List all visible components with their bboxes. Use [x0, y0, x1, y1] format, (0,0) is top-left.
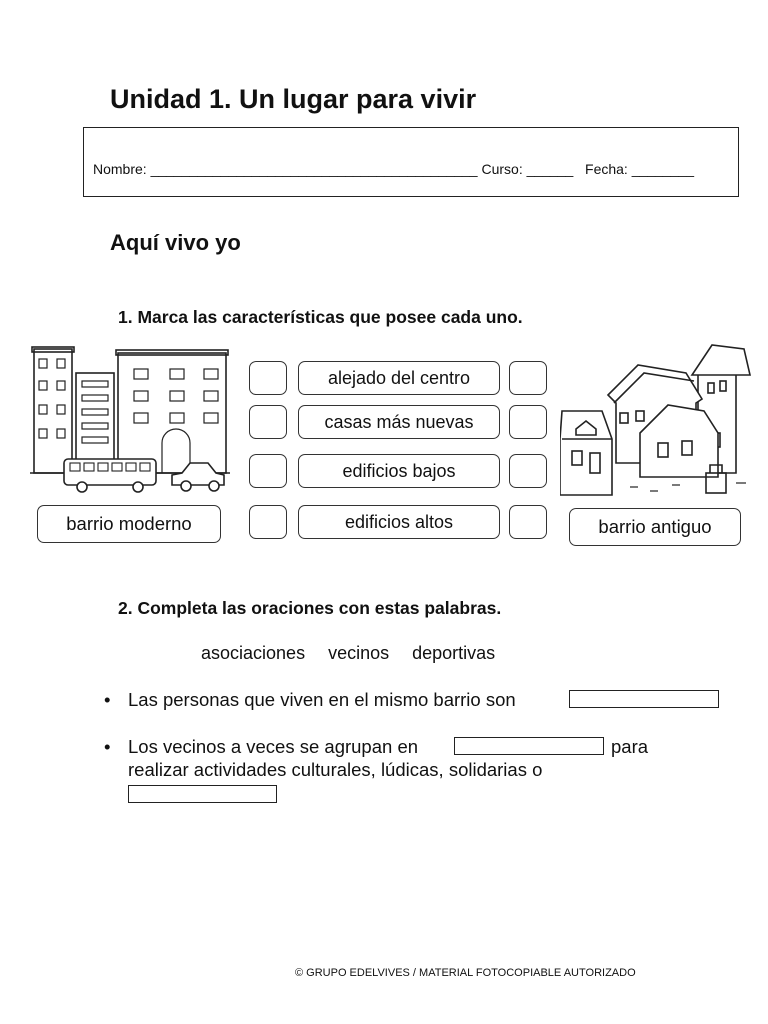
student-info-line [93, 161, 694, 177]
section-title: Aquí vivo yo [110, 230, 241, 255]
checkbox-antiguo-alejado[interactable] [509, 361, 547, 395]
word-asociaciones: asociaciones [201, 643, 306, 663]
page-title: Unidad 1. Un lugar para vivir [110, 84, 477, 114]
date-field[interactable]: ________ [631, 161, 695, 177]
sentence-2-text-a: Los vecinos a veces se agrupan en [128, 736, 419, 757]
copyright-footer: © GRUPO EDELVIVES / MATERIAL FOTOCOPIABLE AUTORIZADO [295, 967, 636, 979]
checkbox-antiguo-nuevas[interactable] [509, 405, 547, 439]
checkbox-antiguo-bajos[interactable] [509, 454, 547, 488]
feature-edificios-bajos: edificios bajos [298, 454, 500, 488]
course-field[interactable]: ______ [526, 161, 574, 177]
sentence-2-text-c: realizar actividades culturales, lúdicas, solidarias o [128, 759, 543, 780]
sentence-2-text-b: para [611, 736, 649, 757]
checkbox-modern-alejado[interactable] [249, 361, 287, 395]
checkbox-modern-altos[interactable] [249, 505, 287, 539]
word-bank [201, 643, 513, 664]
modern-neighborhood-icon [30, 343, 230, 495]
word-deportivas: deportivas [412, 643, 496, 663]
sentence-1-text: Las personas que viven en el mismo barrio son [128, 689, 516, 710]
old-neighborhood-icon [560, 333, 755, 498]
sentence-2-blank-2[interactable] [128, 785, 277, 803]
question-1-prompt: 1. Marca las características que posee cada uno. [118, 307, 523, 327]
checkbox-modern-bajos[interactable] [249, 454, 287, 488]
date-label: Fecha: [585, 161, 628, 177]
feature-casas-mas-nuevas: casas más nuevas [298, 405, 500, 439]
name-field[interactable]: __________________________________________ [150, 161, 478, 177]
question-2-prompt: 2. Completa las oraciones con estas palabras. [118, 598, 502, 618]
word-vecinos: vecinos [328, 643, 390, 663]
course-label: Curso: [481, 161, 523, 177]
checkbox-antiguo-altos[interactable] [509, 505, 547, 539]
label-barrio-antiguo: barrio antiguo [569, 508, 741, 546]
name-label: Nombre: [93, 161, 147, 177]
bullet-icon: • [104, 736, 111, 757]
sentence-2-blank-1[interactable] [454, 737, 604, 755]
bullet-icon: • [104, 689, 111, 710]
label-barrio-moderno: barrio moderno [37, 505, 221, 543]
feature-alejado-del-centro: alejado del centro [298, 361, 500, 395]
sentence-1-blank[interactable] [569, 690, 719, 708]
feature-edificios-altos: edificios altos [298, 505, 500, 539]
sentence-2 [104, 735, 734, 805]
checkbox-modern-nuevas[interactable] [249, 405, 287, 439]
